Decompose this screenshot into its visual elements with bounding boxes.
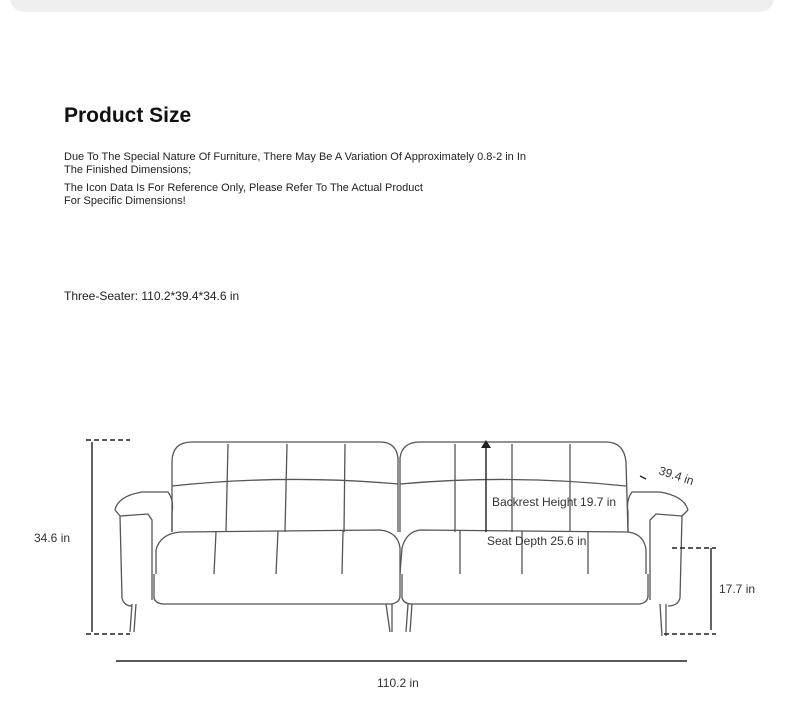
three-seater-size: Three-Seater: 110.2*39.4*34.6 in — [64, 289, 240, 303]
backrest-height-label: Backrest Height 19.7 in — [492, 495, 617, 509]
top-panel-edge — [10, 0, 774, 12]
backrest-arrow-head — [481, 440, 491, 448]
dimension-lines — [86, 440, 716, 661]
seat-height-label: 17.7 in — [719, 582, 756, 596]
section-title: Product Size — [64, 104, 192, 127]
variation-note: Due To The Special Nature Of Furniture, There May Be A Variation Of Approximately 0.8-2 in In The Finished Dimensions; — [64, 151, 527, 176]
sofa-drawing — [115, 442, 688, 636]
reference-note: The Icon Data Is For Reference Only, Please Refer To The Actual Product For Specific Dimensions! — [64, 182, 423, 207]
seat-depth-label: Seat Depth 25.6 in — [487, 534, 587, 548]
height-label: 34.6 in — [34, 531, 71, 545]
sofa-dimension-diagram — [0, 380, 790, 714]
depth-label: 39.4 in — [657, 463, 696, 488]
width-label: 110.2 in — [377, 676, 419, 690]
